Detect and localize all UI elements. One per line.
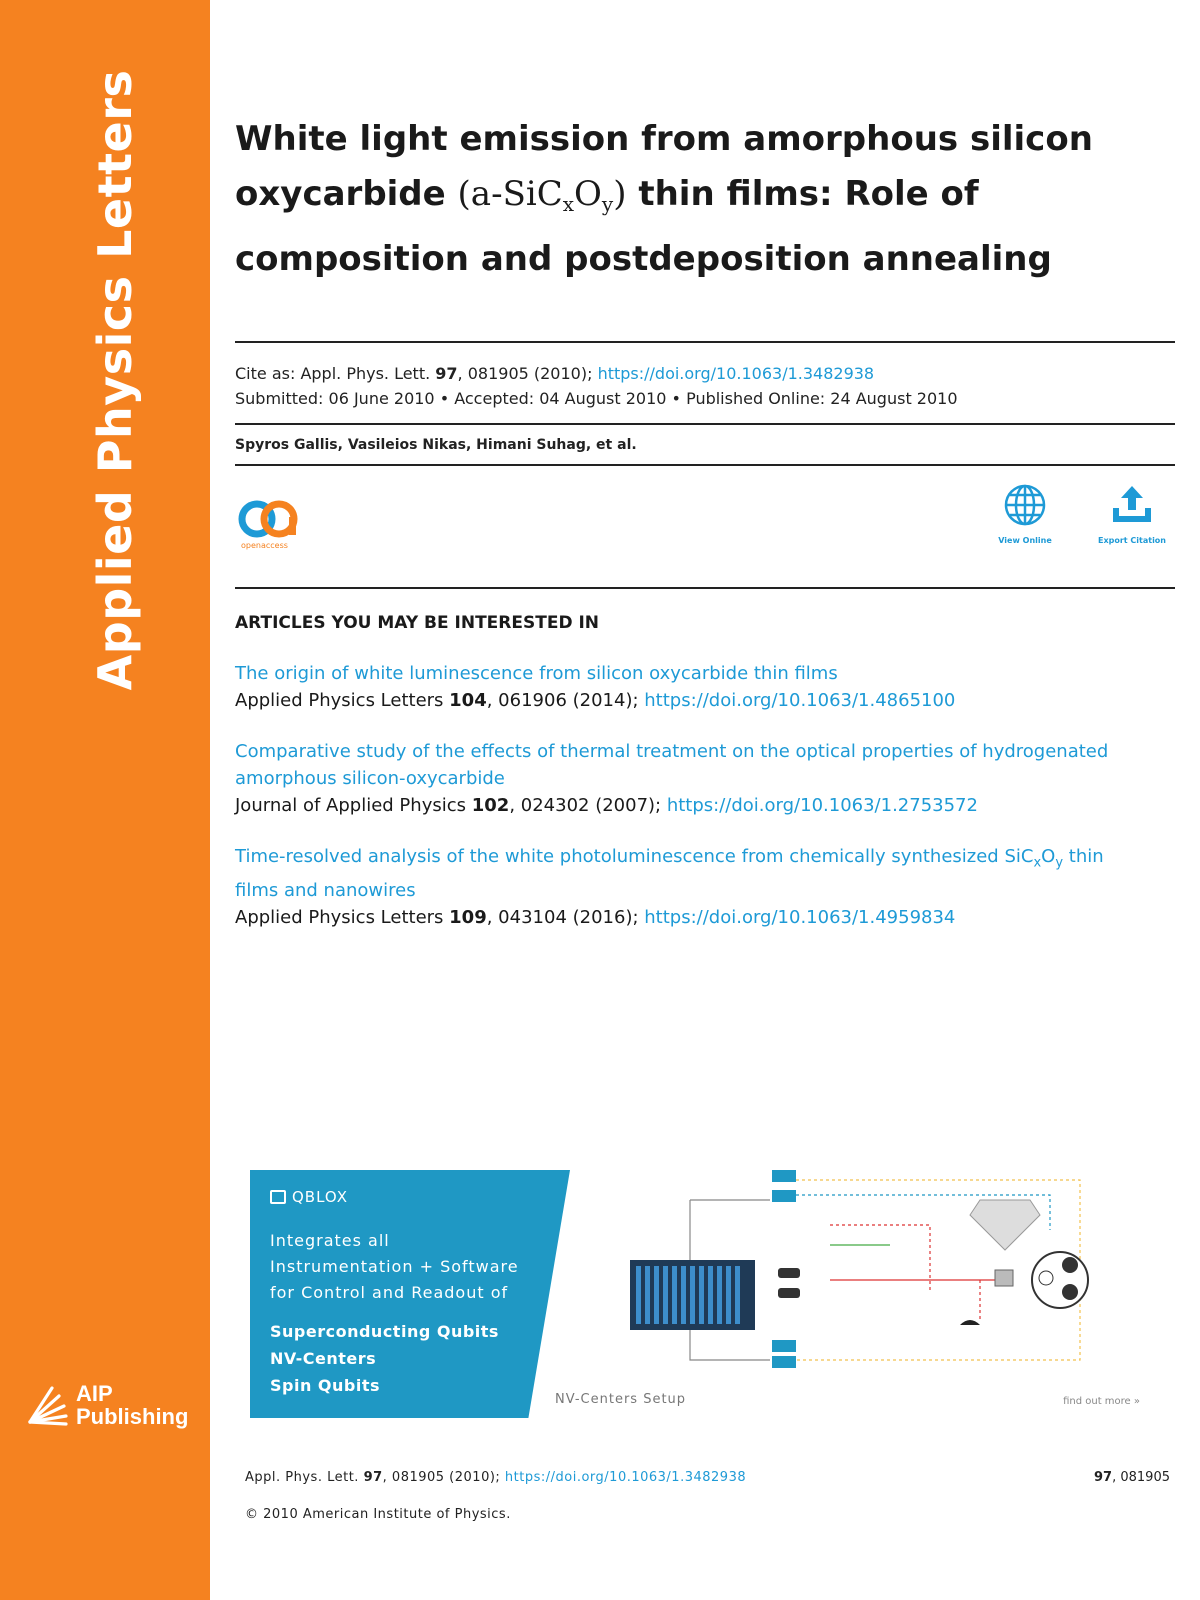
related-article-doi-link[interactable]: https://doi.org/10.1063/1.4959834: [644, 906, 956, 928]
export-upload-icon: [1109, 482, 1155, 528]
advertisement-banner[interactable]: [250, 1170, 1160, 1420]
copyright-notice: © 2010 American Institute of Physics.: [245, 1507, 511, 1522]
view-online-button[interactable]: [985, 482, 1065, 545]
publisher-name-line2: Publishing: [76, 1404, 189, 1429]
related-article-title[interactable]: Comparative study of the effects of thermal treatment on the optical properties of hydrogenated amorphous silicon-oxycarbide: [235, 741, 1109, 789]
ad-feature-list: [270, 1318, 499, 1399]
ad-feature-item: Spin Qubits: [270, 1376, 381, 1395]
ad-feature-item: NV-Centers: [270, 1349, 377, 1368]
ad-find-out-more-link[interactable]: find out more »: [1063, 1396, 1140, 1407]
divider: [235, 587, 1175, 589]
footer-citation: Appl. Phys. Lett. 97, 081905 (2010); https://doi.org/10.1063/1.3482938: [245, 1470, 747, 1485]
footer-doi-link[interactable]: https://doi.org/10.1063/1.3482938: [504, 1470, 747, 1485]
export-citation-button[interactable]: [1092, 482, 1172, 545]
related-article-doi-link[interactable]: https://doi.org/10.1063/1.2753572: [666, 795, 978, 816]
related-article: [235, 660, 1135, 714]
publisher-name-line1: AIP: [76, 1381, 113, 1406]
divider: [235, 464, 1175, 466]
related-articles-heading: ARTICLES YOU MAY BE INTERESTED IN: [235, 613, 600, 633]
title-formula: $(a-SiC_xO_y)$: [457, 174, 627, 216]
related-article-source: Journal of Applied Physics 102, 024302 (2007); https://doi.org/10.1063/1.2753572: [235, 795, 978, 816]
article-title: White light emission from amorphous silicon oxycarbide $(a-SiC_xO_y)$ thin films: Role of composition and postdeposition annealing: [235, 119, 1093, 279]
publication-dates: Submitted: 06 June 2010 • Accepted: 04 August 2010 • Published Online: 24 August 2010: [235, 389, 958, 408]
journal-name: Applied Physics Letters: [88, 69, 142, 691]
nv-centers-setup-diagram: [630, 1170, 1150, 1418]
journal-sidebar: [0, 0, 210, 1600]
footer-page-id: 97, 081905: [1094, 1470, 1170, 1485]
related-article: [235, 843, 1135, 931]
divider: [235, 341, 1175, 343]
open-access-icon: [235, 495, 303, 547]
aip-sunburst-icon: [26, 1384, 72, 1426]
related-article: [235, 738, 1135, 819]
author-list: Spyros Gallis, Vasileios Nikas, Himani Suhag, et al.: [235, 437, 637, 453]
article-doi-link[interactable]: https://doi.org/10.1063/1.3482938: [597, 364, 875, 383]
related-article-title[interactable]: The origin of white luminescence from silicon oxycarbide thin films: [235, 663, 838, 684]
related-article-source: Applied Physics Letters 109, 043104 (2016); https://doi.org/10.1063/1.4959834: [235, 906, 956, 928]
globe-icon: [1002, 482, 1048, 528]
related-article-title[interactable]: Time-resolved analysis of the white photoluminescence from chemically synthesized $SiC_xO_y$ thin films and nanowires: [235, 846, 1104, 901]
ad-copy: Integrates all Instrumentation + Software for Control and Readout of: [270, 1231, 519, 1302]
export-citation-label: Export Citation: [1098, 536, 1166, 545]
qblox-logo-icon: [270, 1190, 286, 1204]
citation-block: Cite as: Appl. Phys. Lett. 97, 081905 (2010); https://doi.org/10.1063/1.3482938 Submitted: 06 June 2010 • Accepted: 04 August 2010 • Published Online: 24 August 2010: [235, 361, 958, 411]
related-article-doi-link[interactable]: https://doi.org/10.1063/1.4865100: [644, 690, 956, 711]
related-article-source: Applied Physics Letters 104, 061906 (2014); https://doi.org/10.1063/1.4865100: [235, 690, 956, 711]
ad-feature-item: Superconducting Qubits: [270, 1322, 499, 1341]
aip-publishing-logo[interactable]: [26, 1382, 188, 1428]
view-online-label: View Online: [998, 536, 1052, 545]
divider: [235, 423, 1175, 425]
open-access-logo: openaccess: [235, 495, 303, 551]
ad-brand: QBLOX: [270, 1188, 348, 1206]
ad-caption: NV-Centers Setup: [555, 1392, 687, 1407]
